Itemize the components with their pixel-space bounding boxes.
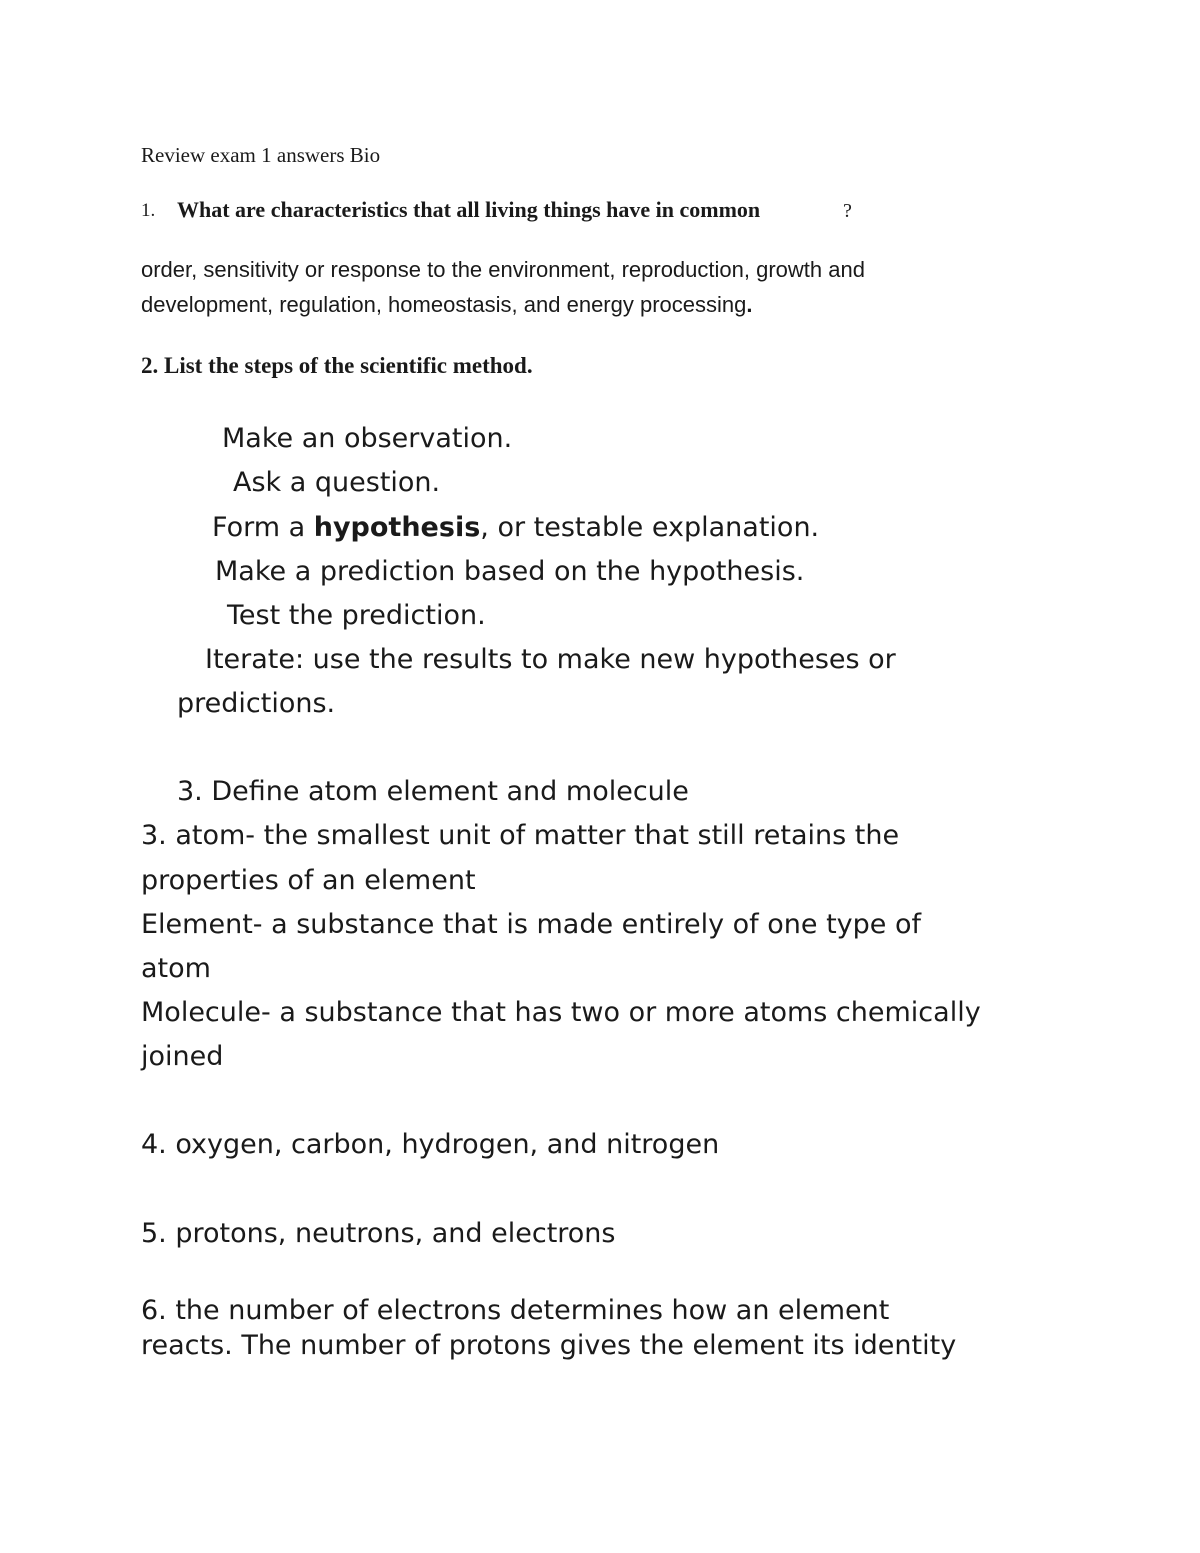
step-iterate-line-2: predictions. (177, 688, 336, 719)
step-iterate-line-1: Iterate: use the results to make new hypotheses or (205, 644, 896, 675)
step-hypothesis-post: , or testable explanation. (480, 512, 820, 543)
question-1-text: What are characteristics that all living things have in common (177, 197, 761, 222)
definition-atom-line-1: 3. atom- the smallest unit of matter that still retains the (141, 820, 900, 851)
step-hypothesis-term: hypothesis (313, 512, 481, 543)
answer-6-line-2: reacts. The number of protons gives the element its identity (141, 1330, 957, 1361)
answer-1-line-1: order, sensitivity or response to the environment, reproduction, growth and (141, 257, 865, 282)
question-3: 3. Define atom element and molecule (177, 776, 689, 807)
definition-atom-line-2: properties of an element (141, 865, 476, 896)
question-2: 2. List the steps of the scientific method. (141, 353, 533, 378)
step-question: Ask a question. (233, 467, 441, 498)
step-hypothesis-pre: Form a (212, 512, 314, 543)
step-test: Test the prediction. (227, 600, 486, 631)
question-1-number: 1. (141, 200, 156, 221)
definition-element-line-2: atom (141, 953, 211, 984)
document-title: Review exam 1 answers Bio (141, 143, 381, 167)
answer-4: 4. oxygen, carbon, hydrogen, and nitrogen (141, 1129, 720, 1160)
step-prediction: Make a prediction based on the hypothesis. (215, 556, 805, 587)
definition-molecule-line-1: Molecule- a substance that has two or more atoms chemically (141, 997, 981, 1028)
answer-6-line-1: 6. the number of electrons determines how an element (141, 1295, 890, 1326)
answer-1-line-2 (141, 292, 753, 318)
answer-5: 5. protons, neutrons, and electrons (141, 1218, 616, 1249)
definition-molecule-line-2: joined (141, 1041, 224, 1072)
step-observation: Make an observation. (222, 423, 513, 454)
answer-1-end: . (746, 292, 753, 317)
step-hypothesis (212, 512, 819, 543)
definition-element-line-1: Element- a substance that is made entirely of one type of (141, 909, 921, 940)
answer-1-line-2-text: development, regulation, homeostasis, and energy processing (141, 292, 747, 317)
question-1-mark: ? (843, 200, 852, 222)
